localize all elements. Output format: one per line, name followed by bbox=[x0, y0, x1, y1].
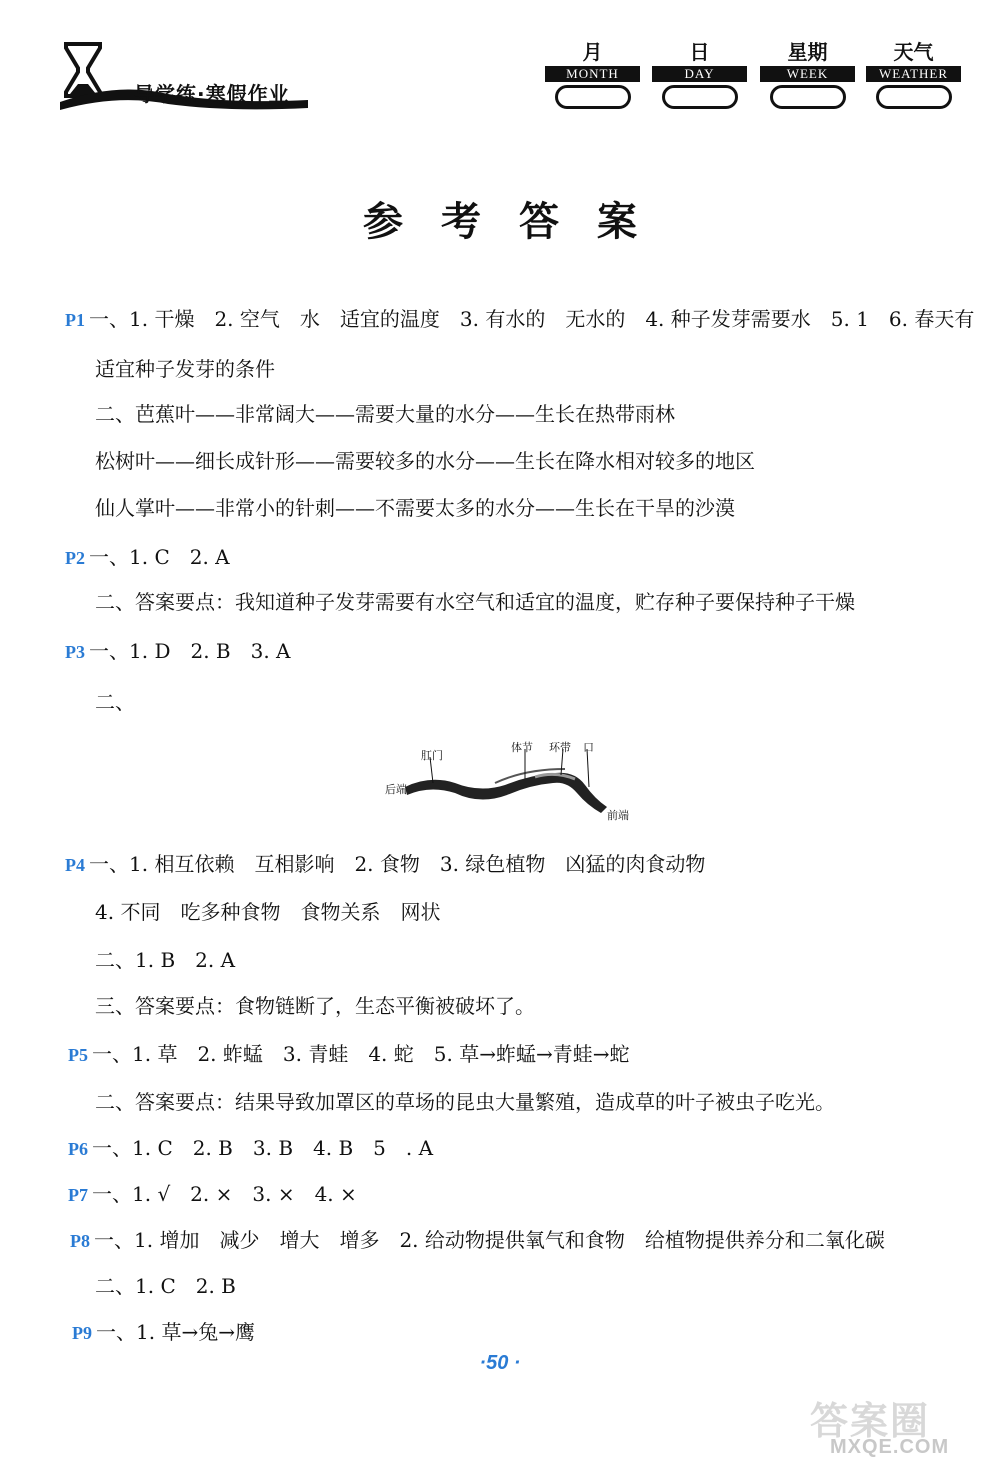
label-clitellum: 环带 bbox=[549, 741, 571, 754]
answer-text: 一、1. 相互依赖 互相影响 2. 食物 3. 绿色植物 凶猛的肉食动物 bbox=[89, 852, 706, 876]
answer-text: 一、1. 增加 减少 增大 增多 2. 给动物提供氧气和食物 给植物提供养分和二氧化碳 bbox=[94, 1228, 885, 1252]
answer-line bbox=[95, 355, 275, 383]
answer-text: 二、芭蕉叶——非常阔大——需要大量的水分——生长在热带雨林 bbox=[95, 402, 675, 426]
answer-line bbox=[95, 494, 735, 522]
page-header bbox=[0, 0, 1000, 130]
weather-field bbox=[866, 38, 961, 118]
page-ref: P6 bbox=[68, 1139, 88, 1159]
week-label-en: WEEK bbox=[760, 66, 855, 82]
day-input[interactable] bbox=[662, 85, 738, 109]
page-ref: P1 bbox=[65, 310, 85, 330]
answer-text: 一、1. 草 2. 蚱蜢 3. 青蛙 4. 蛇 5. 草→蚱蜢→青蛙→蛇 bbox=[92, 1042, 630, 1066]
page-title: 参考答案 bbox=[363, 198, 675, 245]
label-front-end: 前端 bbox=[607, 809, 629, 822]
answer-text: 一、1. C 2. B 3. B 4. B 5 . A bbox=[92, 1136, 434, 1160]
label-rear-end: 后端 bbox=[385, 783, 407, 796]
day-label-en: DAY bbox=[652, 66, 747, 82]
answer-text: 一、1. √ 2. × 3. × 4. × bbox=[92, 1182, 357, 1206]
answer-line bbox=[68, 1040, 629, 1069]
week-label: 星期 bbox=[787, 40, 828, 64]
page-ref: P4 bbox=[65, 855, 85, 875]
watermark-logo bbox=[800, 1390, 995, 1460]
answer-text: 三、答案要点：食物链断了，生态平衡被破坏了。 bbox=[95, 994, 535, 1018]
page-ref: P3 bbox=[65, 642, 85, 662]
day-label: 日 bbox=[689, 40, 710, 64]
page-ref: P8 bbox=[70, 1231, 90, 1251]
watermark-text: 答案圈 bbox=[810, 1399, 931, 1443]
answer-line bbox=[95, 447, 755, 475]
answer-line bbox=[95, 898, 440, 926]
answer-text: 二、 bbox=[95, 690, 135, 714]
answer-line bbox=[65, 543, 230, 572]
answer-line bbox=[95, 992, 535, 1020]
answer-line bbox=[68, 1134, 433, 1163]
answer-line bbox=[95, 588, 855, 616]
week-field bbox=[760, 38, 855, 118]
answer-text: 一、1. D 2. B 3. A bbox=[89, 639, 291, 663]
page-ref: P2 bbox=[65, 548, 85, 568]
answer-line bbox=[95, 946, 235, 974]
page-ref: P7 bbox=[68, 1185, 88, 1205]
answer-text: 松树叶——细长成针形——需要较多的水分——生长在降水相对较多的地区 bbox=[95, 449, 755, 473]
answer-line bbox=[95, 1272, 236, 1300]
watermark-url: MXQE.COM bbox=[830, 1436, 950, 1458]
brand-title: 导学练·寒假作业 bbox=[134, 82, 290, 106]
answer-line bbox=[95, 400, 675, 428]
label-mouth: 口 bbox=[583, 741, 594, 754]
answer-text: 适宜种子发芽的条件 bbox=[95, 357, 275, 381]
weather-label: 天气 bbox=[893, 40, 934, 64]
month-label: 月 bbox=[582, 40, 603, 64]
month-label-en: MONTH bbox=[545, 66, 640, 82]
label-anus: 肛门 bbox=[421, 749, 443, 762]
answer-text: 二、答案要点：结果导致加罩区的草场的昆虫大量繁殖，造成草的叶子被虫子吃光。 bbox=[95, 1090, 835, 1114]
answer-text: 二、1. B 2. A bbox=[95, 948, 236, 972]
answer-line bbox=[72, 1318, 255, 1347]
week-input[interactable] bbox=[770, 85, 846, 109]
answer-line bbox=[95, 1088, 835, 1116]
answer-line bbox=[65, 850, 705, 879]
weather-label-en: WEATHER bbox=[866, 66, 961, 82]
month-input[interactable] bbox=[555, 85, 631, 109]
answer-text: 4. 不同 吃多种食物 食物关系 网状 bbox=[95, 900, 441, 924]
earthworm-diagram bbox=[385, 735, 645, 825]
answer-text: 一、1. 干燥 2. 空气 水 适宜的温度 3. 有水的 无水的 4. 种子发芽需要水 5. 1 6. 春天有 bbox=[89, 307, 975, 331]
page-ref: P9 bbox=[72, 1323, 92, 1343]
answer-line bbox=[65, 305, 974, 334]
answer-text: 一、1. 草→兔→鹰 bbox=[96, 1320, 255, 1344]
weather-input[interactable] bbox=[876, 85, 952, 109]
answer-text: 二、答案要点：我知道种子发芽需要有水空气和适宜的温度，贮存种子要保持种子干燥 bbox=[95, 590, 855, 614]
answer-line bbox=[70, 1226, 885, 1255]
day-field bbox=[652, 38, 747, 118]
answer-text: 二、1. C 2. B bbox=[95, 1274, 236, 1298]
label-segment: 体节 bbox=[511, 741, 533, 754]
answer-text: 仙人掌叶——非常小的针刺——不需要太多的水分——生长在干旱的沙漠 bbox=[95, 496, 735, 520]
answer-text: 一、1. C 2. A bbox=[89, 545, 230, 569]
page-number: ·50 · bbox=[479, 1352, 521, 1374]
answer-line bbox=[68, 1180, 357, 1209]
page-ref: P5 bbox=[68, 1045, 88, 1065]
answer-line bbox=[95, 688, 135, 716]
answer-line bbox=[65, 637, 291, 666]
month-field bbox=[545, 38, 640, 118]
